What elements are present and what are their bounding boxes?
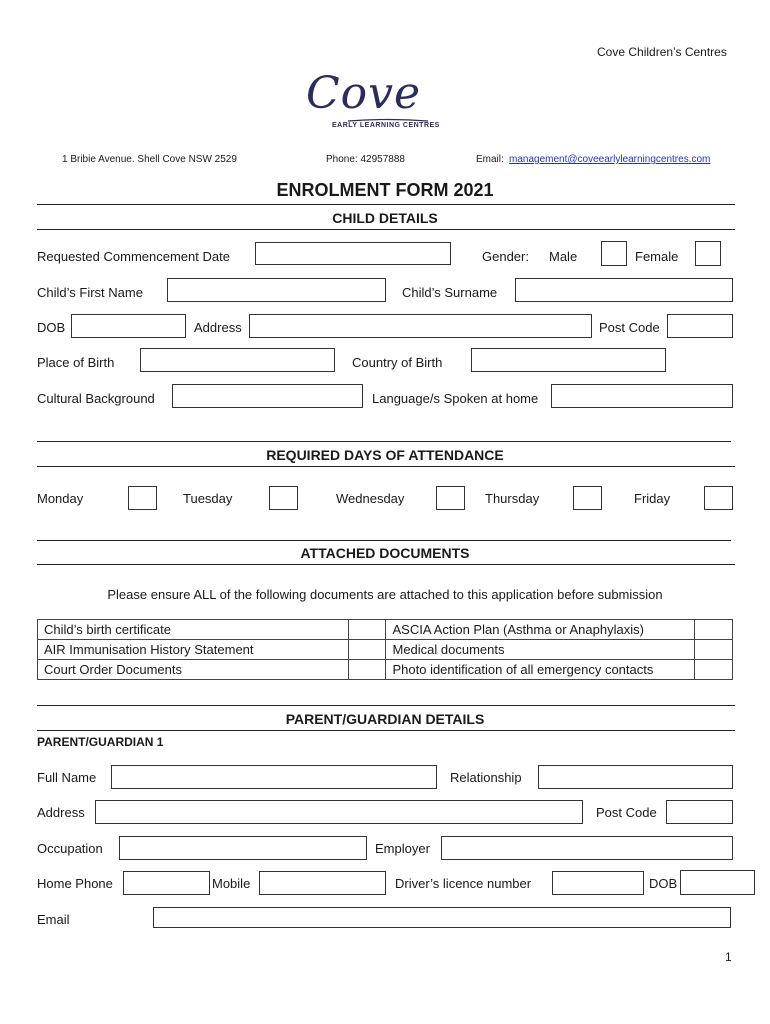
attendance-heading: REQUIRED DAYS OF ATTENDANCE bbox=[266, 447, 504, 463]
occupation-label: Occupation bbox=[37, 841, 103, 856]
post-code-field[interactable] bbox=[667, 314, 733, 338]
commencement-label: Requested Commencement Date bbox=[37, 249, 230, 264]
employer-label: Employer bbox=[375, 841, 430, 856]
thursday-checkbox[interactable] bbox=[573, 486, 602, 510]
divider bbox=[37, 466, 735, 467]
table-row bbox=[38, 620, 733, 640]
languages-label: Language/s Spoken at home bbox=[372, 391, 539, 406]
dob-label: DOB bbox=[37, 320, 66, 335]
divider bbox=[37, 705, 735, 706]
relationship-field[interactable] bbox=[538, 765, 733, 789]
monday-checkbox[interactable] bbox=[128, 486, 157, 510]
parent-email-field[interactable] bbox=[153, 907, 731, 928]
mobile-field[interactable] bbox=[259, 871, 386, 895]
full-name-label: Full Name bbox=[37, 770, 97, 785]
home-phone-label: Home Phone bbox=[37, 876, 113, 891]
relationship-label: Relationship bbox=[450, 770, 522, 785]
page-title: ENROLMENT FORM 2021 bbox=[276, 180, 494, 200]
licence-field[interactable] bbox=[552, 871, 644, 895]
day-label-friday: Friday bbox=[634, 491, 671, 506]
centre-email-label: Email: bbox=[476, 154, 504, 165]
first-name-label: Child’s First Name bbox=[37, 285, 143, 300]
tuesday-checkbox[interactable] bbox=[269, 486, 298, 510]
parent-full-name-field[interactable] bbox=[111, 765, 437, 789]
documents-instruction: Please ensure ALL of the following documents are attached to this application before submission bbox=[107, 587, 663, 602]
page-number: 1 bbox=[725, 950, 732, 964]
home-phone-field[interactable] bbox=[123, 871, 210, 895]
female-label: Female bbox=[635, 249, 679, 264]
logo-subtitle: EARLY LEARNING CENTRES bbox=[332, 122, 440, 129]
parent-post-code-label: Post Code bbox=[596, 805, 657, 820]
divider bbox=[37, 204, 735, 205]
document-checkbox[interactable] bbox=[348, 660, 386, 680]
languages-field[interactable] bbox=[551, 384, 733, 408]
document-item: Court Order Documents bbox=[38, 660, 349, 680]
divider bbox=[37, 730, 735, 731]
divider bbox=[37, 229, 735, 230]
parent-details-heading: PARENT/GUARDIAN DETAILS bbox=[285, 711, 485, 727]
org-name: Cove Children’s Centres bbox=[597, 45, 727, 59]
cultural-background-field[interactable] bbox=[172, 384, 363, 408]
divider bbox=[37, 441, 731, 442]
table-row bbox=[38, 660, 733, 680]
male-label: Male bbox=[549, 249, 578, 264]
document-checkbox[interactable] bbox=[695, 660, 733, 680]
mobile-label: Mobile bbox=[212, 876, 251, 891]
day-label-wednesday: Wednesday bbox=[336, 491, 405, 506]
address-field[interactable] bbox=[249, 314, 592, 338]
document-checkbox[interactable] bbox=[695, 640, 733, 660]
documents-table bbox=[37, 619, 733, 680]
documents-heading: ATTACHED DOCUMENTS bbox=[300, 545, 470, 561]
day-label-tuesday: Tuesday bbox=[183, 491, 233, 506]
email-label: Email bbox=[37, 912, 70, 927]
parent-post-code-field[interactable] bbox=[666, 800, 733, 824]
cultural-background-label: Cultural Background bbox=[37, 391, 155, 406]
licence-label: Driver’s licence number bbox=[395, 876, 532, 891]
occupation-field[interactable] bbox=[119, 836, 367, 860]
logo-wordmark: Cove bbox=[306, 68, 422, 119]
male-checkbox[interactable] bbox=[601, 241, 627, 266]
friday-checkbox[interactable] bbox=[704, 486, 733, 510]
parent-address-field[interactable] bbox=[95, 800, 583, 824]
document-checkbox[interactable] bbox=[348, 620, 386, 640]
child-details-heading: CHILD DETAILS bbox=[332, 210, 438, 226]
document-item: AIR Immunisation History Statement bbox=[38, 640, 349, 660]
gender-label: Gender: bbox=[482, 249, 529, 264]
document-item: ASCIA Action Plan (Asthma or Anaphylaxis) bbox=[386, 620, 695, 640]
day-label-monday: Monday bbox=[37, 491, 84, 506]
post-code-label: Post Code bbox=[599, 320, 660, 335]
day-label-thursday: Thursday bbox=[485, 491, 540, 506]
parent-address-label: Address bbox=[37, 805, 85, 820]
parent-1-heading: PARENT/GUARDIAN 1 bbox=[37, 735, 164, 749]
address-label: Address bbox=[194, 320, 242, 335]
divider bbox=[37, 564, 735, 565]
place-of-birth-label: Place of Birth bbox=[37, 355, 115, 370]
surname-label: Child’s Surname bbox=[402, 285, 498, 300]
document-item: Medical documents bbox=[386, 640, 695, 660]
document-item: Child’s birth certificate bbox=[38, 620, 349, 640]
first-name-field[interactable] bbox=[167, 278, 386, 302]
centre-email-link[interactable]: management@coveearlylearningcentres.com bbox=[509, 154, 711, 165]
employer-field[interactable] bbox=[441, 836, 733, 860]
commencement-date-field[interactable] bbox=[255, 242, 451, 265]
document-checkbox[interactable] bbox=[348, 640, 386, 660]
document-checkbox[interactable] bbox=[695, 620, 733, 640]
country-of-birth-label: Country of Birth bbox=[352, 355, 443, 370]
centre-phone: Phone: 42957888 bbox=[326, 154, 405, 165]
table-row bbox=[38, 640, 733, 660]
place-of-birth-field[interactable] bbox=[140, 348, 335, 372]
parent-dob-label: DOB bbox=[649, 876, 678, 891]
cove-logo bbox=[306, 68, 466, 138]
wednesday-checkbox[interactable] bbox=[436, 486, 465, 510]
female-checkbox[interactable] bbox=[695, 241, 721, 266]
document-item: Photo identification of all emergency contacts bbox=[386, 660, 695, 680]
dob-field[interactable] bbox=[71, 314, 186, 338]
surname-field[interactable] bbox=[515, 278, 733, 302]
country-of-birth-field[interactable] bbox=[471, 348, 666, 372]
centre-address: 1 Bribie Avenue. Shell Cove NSW 2529 bbox=[62, 154, 237, 165]
divider bbox=[37, 540, 731, 541]
parent-dob-field[interactable] bbox=[680, 870, 755, 895]
